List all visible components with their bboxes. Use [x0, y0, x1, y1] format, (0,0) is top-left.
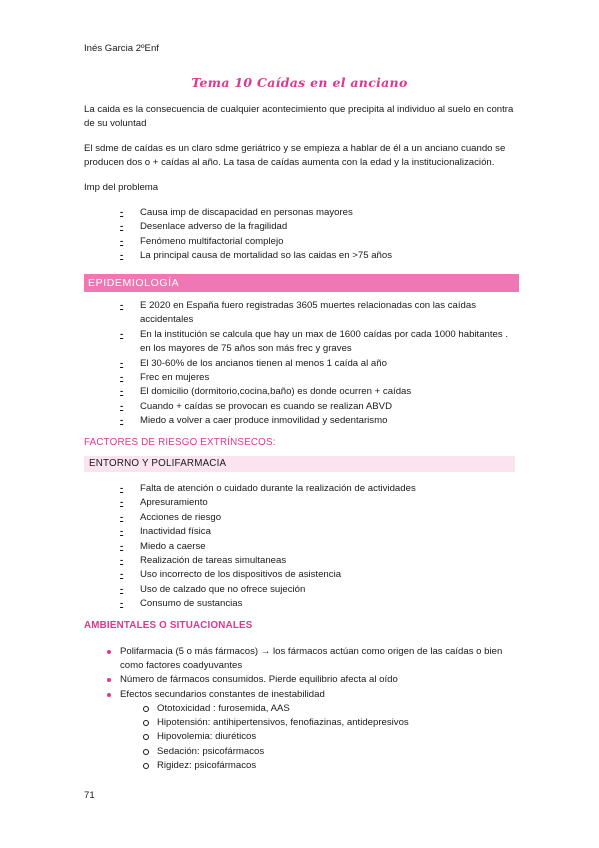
circle-bullet-icon [143, 706, 149, 712]
list-item: - La principal causa de mortalidad so las caidas en >75 años [120, 249, 520, 263]
list-item: - Acciones de riesgo [120, 511, 520, 525]
bullet-icon [107, 678, 111, 682]
list-item: - Causa imp de discapacidad en personas mayores [120, 206, 520, 220]
dash-marker: - [120, 235, 124, 247]
list-item: Número de fármacos consumidos. Pierde equilibrio afecta al oído [104, 673, 524, 687]
circle-bullet-icon [143, 734, 149, 740]
list-item: Rigidez: psicofármacos [141, 759, 441, 773]
dash-marker: - [120, 221, 124, 233]
extrinsic-list [120, 482, 520, 612]
environmental-list [104, 645, 524, 702]
list-item: - Cuando + caídas se provocan es cuando se realizan ABVD [120, 400, 520, 414]
dash-marker: - [120, 250, 124, 262]
list-item: - Realización de tareas simultaneas [120, 554, 520, 568]
dash-marker: - [120, 372, 124, 384]
intro-paragraph-2: El sdme de caídas es un claro sdme geriátrico y se empieza a hablar de él a un anciano cuando se producen dos o + caídas al año. La tasa de caídas aumenta con la edad y la institucionalización. [84, 143, 506, 168]
list-item: - Consumo de sustancias [120, 597, 520, 611]
author-header: Inés Garcia 2ºEnf [84, 43, 159, 54]
bullet-icon [107, 650, 111, 654]
list-item: - Uso incorrecto de los dispositivos de asistencia [120, 568, 520, 582]
list-item: - Frec en mujeres [120, 371, 520, 385]
dash-marker: - [120, 583, 124, 595]
dash-marker: - [120, 328, 124, 340]
dash-marker: - [120, 207, 124, 218]
importance-list [120, 206, 520, 264]
extrinsic-factors-heading: FACTORES DE RIESGO EXTRÍNSECOS: [84, 437, 276, 448]
list-item: - Inactividad física [120, 525, 520, 539]
list-item: - En la institución se calcula que hay un max de 1600 caídas por cada 1000 habitantes . en los mayores de 75 años son más frec y graves [120, 328, 509, 355]
page-title: Tema 10 Caídas en el anciano [191, 75, 408, 90]
list-item: - Desenlace adverso de la fragilidad [120, 220, 520, 234]
bullet-icon [107, 693, 111, 697]
dash-marker: - [120, 598, 124, 610]
intro-paragraph-1: La caida es la consecuencia de cualquier acontecimiento que precipita al individuo al suelo en contra de su voluntad [84, 104, 514, 129]
list-item: Sedación: psicofármacos [141, 745, 441, 759]
list-item: Hipotensión: antihipertensivos, fenofiazinas, antidepresivos [141, 716, 441, 730]
circle-bullet-icon [143, 720, 149, 726]
dash-marker: - [120, 400, 124, 412]
list-item: - Miedo a volver a caer produce inmovilidad y sedentarismo [120, 414, 520, 428]
side-effects-sublist [141, 702, 441, 773]
dash-marker: - [120, 526, 124, 538]
list-item: Polifarmacia (5 o más fármacos) → los fármacos actúan como origen de las caídas o bien como factores coadyuvantes [104, 645, 524, 673]
dash-marker: - [120, 511, 124, 523]
dash-marker: - [120, 540, 124, 552]
circle-bullet-icon [143, 749, 149, 755]
epidemiology-heading: EPIDEMIOLOGÍA [88, 277, 180, 289]
epidemiology-list [120, 299, 520, 429]
dash-marker: - [120, 555, 124, 567]
list-item: - Apresuramiento [120, 496, 520, 510]
list-item: Hipovolemia: diuréticos [141, 730, 441, 744]
page-number: 71 [84, 790, 95, 801]
dash-marker: - [120, 569, 124, 581]
list-item: - Uso de calzado que no ofrece sujeción [120, 583, 520, 597]
environmental-heading: AMBIENTALES O SITUACIONALES [84, 620, 253, 631]
dash-marker: - [120, 300, 124, 311]
dash-marker: - [120, 386, 124, 398]
list-item: Efectos secundarios constantes de inestabilidad [104, 688, 524, 702]
dash-marker: - [120, 483, 124, 494]
list-item: - El domicilio (dormitorio,cocina,baño) es donde ocurren + caídas [120, 385, 520, 399]
dash-marker: - [120, 415, 124, 427]
extrinsic-subheading-band [84, 456, 515, 472]
list-item: - E 2020 en España fuero registradas 3605 muertes relacionadas con las caídas accidentales [120, 300, 476, 326]
epidemiology-heading-band [84, 274, 519, 292]
list-item: - El 30-60% de los ancianos tienen al menos 1 caída al año [120, 357, 520, 371]
intro-paragraph-3: Imp del problema [84, 182, 159, 193]
list-item: - Miedo a caerse [120, 540, 520, 554]
list-item: - Falta de atención o cuidado durante la realización de actividades [120, 482, 520, 496]
dash-marker: - [120, 357, 124, 369]
list-item: - Fenómeno multifactorial complejo [120, 235, 520, 249]
dash-marker: - [120, 497, 124, 509]
extrinsic-subheading: ENTORNO Y POLIFARMACIA [89, 458, 227, 469]
list-item: Ototoxicidad : furosemida, AAS [141, 702, 441, 716]
circle-bullet-icon [143, 763, 149, 769]
